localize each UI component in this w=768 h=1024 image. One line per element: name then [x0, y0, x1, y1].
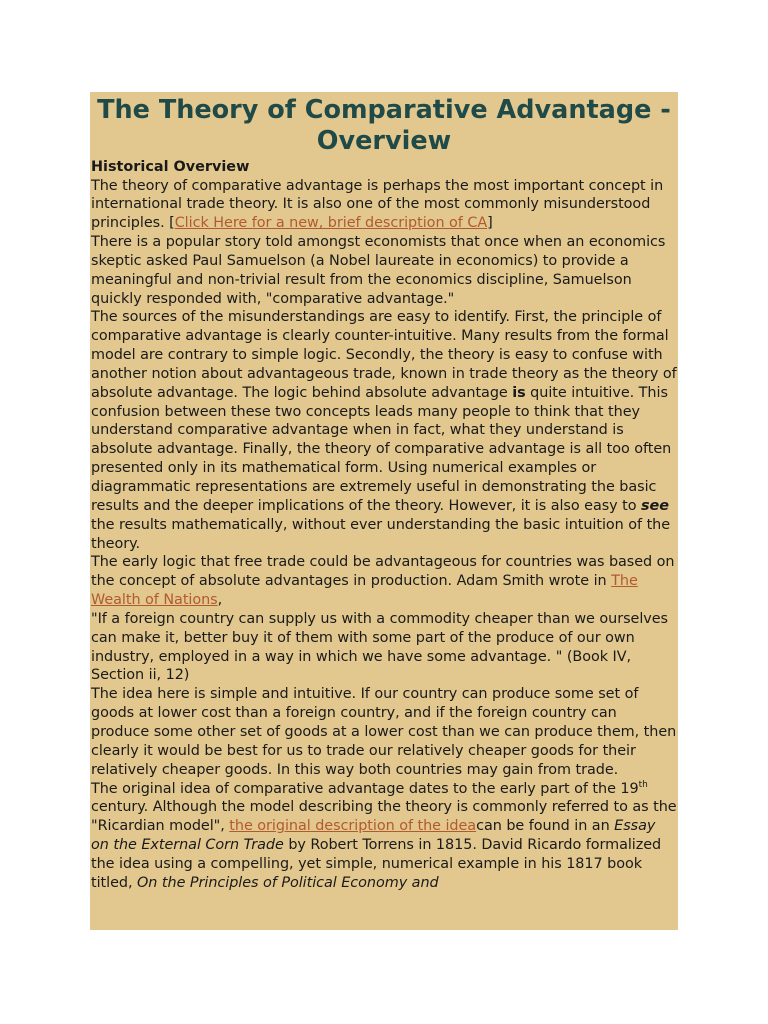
paragraph-misunderstandings — [91, 308, 677, 553]
text-segment: can be found in an — [476, 818, 615, 835]
section-heading: Historical Overview — [91, 159, 250, 175]
bracket-close: ] — [487, 215, 493, 232]
comma: , — [217, 592, 223, 609]
text-segment: century. Although the model describing the theory is commonly referred to as the "Ricardian model", — [91, 799, 677, 835]
superscript-th: th — [638, 779, 648, 790]
text-segment: quite intuitive. This confusion between these two concepts leads many people to think that they understand comparative advantage when in fact, what they understand is absolute advantage. Finally, the theory of comparative advantage is all too often presented only in its mathematical form. Using numerical examples or diagrammatic representations are extremely useful in demonstrating the basic results and the deeper implications of the theory. However, it is also easy to — [91, 384, 672, 514]
text-segment: the results mathematically, without ever understanding the basic intuition of the theory. — [91, 516, 671, 552]
essay-title: Essay on the External Corn Trade — [91, 818, 656, 854]
text-segment: The early logic that free trade could be advantageous for countries was based on the concept of absolute advantages in production. Adam Smith wrote in — [91, 554, 675, 590]
paragraph-intuition: The idea here is simple and intuitive. If our country can produce some set of goods at lower cost than a foreign country, and if the foreign country can produce some other set of goods at a lower cost than we can produce them, then clearly it would be best for us to trade our relatively cheaper goods for their relatively cheaper goods. In this way both countries may gain from trade. — [91, 686, 677, 778]
quote-smith: "If a foreign country can supply us with a commodity cheaper than we ourselves can make it, better buy it of them with some part of the produce of our own industry, employed in a way in which we have some advantage. " (Book IV, Section ii, 12) — [91, 610, 668, 684]
paragraph-adam-smith — [91, 553, 677, 610]
document-body — [91, 177, 677, 893]
paragraph-origin — [91, 780, 677, 893]
paragraph-samuelson: There is a popular story told amongst economists that once when an economics skeptic asked Paul Samuelson (a Nobel laureate in economics) to provide a meaningful and non-trivial result from the economics discipline, Samuelson quickly responded with, "comparative advantage." — [91, 234, 666, 307]
emphasis-is: is — [512, 384, 526, 401]
paragraph-intro-text: The theory of comparative advantage is perhaps the most important concept in international trade theory. It is also one of the most commonly misunderstood principles. [ — [91, 177, 664, 232]
text-segment: The original idea of comparative advantage dates to the early part of the 19 — [91, 780, 639, 797]
text-segment: by Robert Torrens in 1815. David Ricardo formalized the idea using a compelling, yet simple, numerical example in his 1817 book titled, — [91, 837, 662, 891]
emphasis-see: see — [641, 497, 669, 514]
ca-description-link[interactable]: Click Here for a new, brief description of CA — [174, 215, 488, 232]
paragraph-intro — [91, 177, 677, 234]
page-title: The Theory of Comparative Advantage - Overview — [97, 95, 671, 156]
book-title: On the Principles of Political Economy and — [137, 874, 439, 891]
wealth-of-nations-link[interactable]: The Wealth of Nations — [91, 573, 638, 609]
original-description-link[interactable]: the original description of the idea — [229, 818, 477, 835]
document-page — [90, 92, 678, 930]
text-segment: The sources of the misunderstandings are easy to identify. First, the principle of comparative advantage is clearly counter-intuitive. Many results from the formal model are contrary to simple logic. Secondly, the theory is easy to confuse with another notion about advantageous trade, known in trade theory as the theory of absolute advantage. The logic behind absolute advantage — [91, 309, 677, 401]
